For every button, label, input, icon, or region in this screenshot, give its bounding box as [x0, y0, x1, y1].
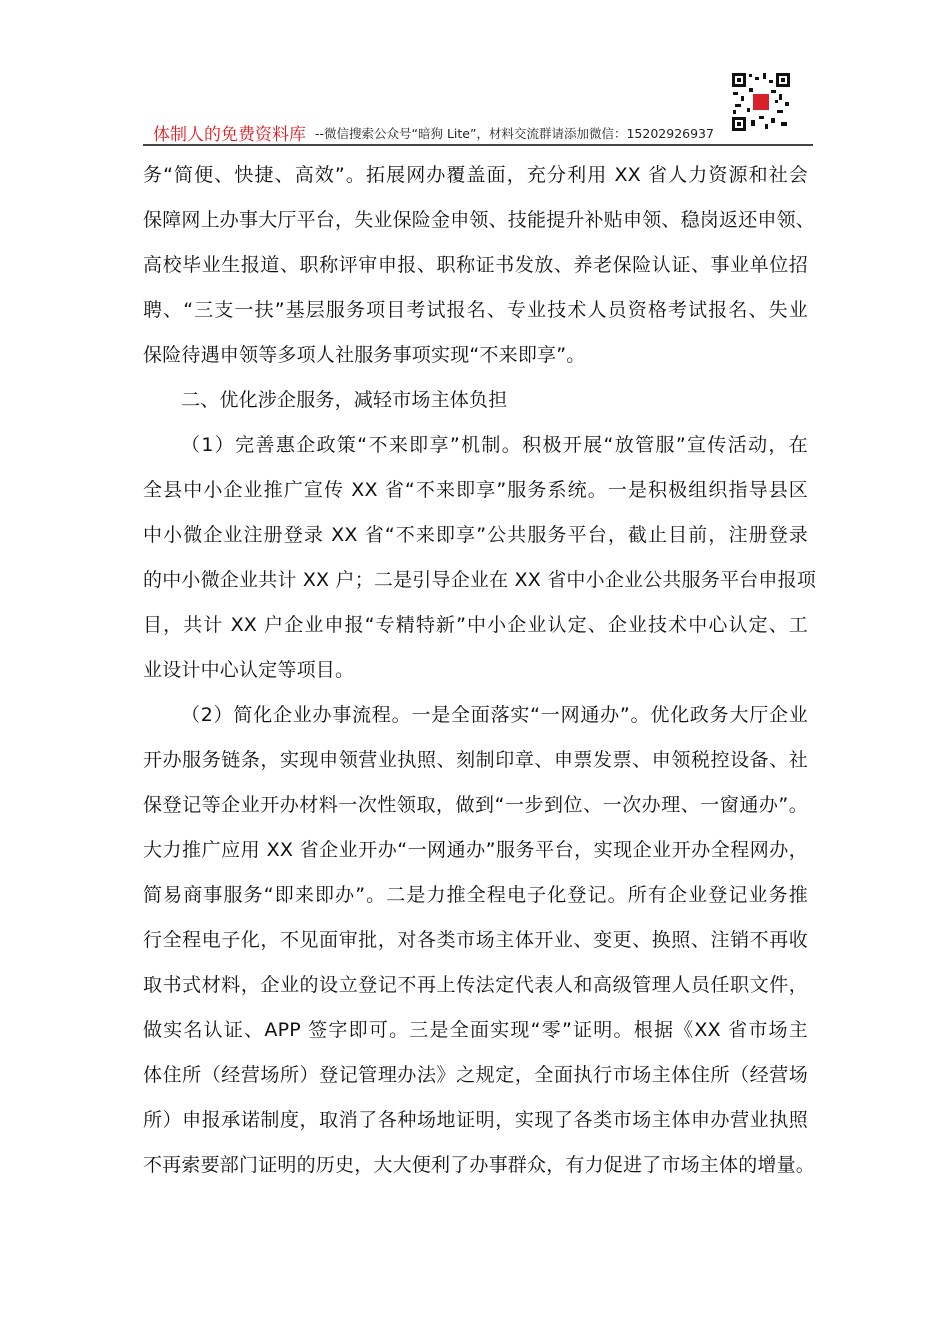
paragraph-line: （1）完善惠企政策“不来即享”机制。积极开展“放管服”宣传活动，在: [181, 434, 808, 456]
qr-code-icon: [731, 72, 791, 132]
paragraph-line: 大力推广应用 XX 省企业开办“一网通办”服务平台，实现企业开办全程网办，: [143, 839, 808, 861]
paragraph-line: 保登记等企业开办材料一次性领取，做到“一步到位、一次办理、一窗通办”。: [143, 794, 808, 816]
paragraph-line: 体住所（经营场所）登记管理办法》之规定，全面执行市场主体住所（经营场: [143, 1064, 808, 1086]
paragraph-line: 简易商事服务“即来即办”。二是力推全程电子化登记。所有企业登记业务推: [143, 884, 808, 906]
document-body: [143, 158, 817, 1193]
paragraph-line: 目，共计 XX 户企业申报“专精特新”中小企业认定、企业技术中心认定、工: [143, 614, 808, 636]
paragraph-line: 高校毕业生报道、职称评审申报、职称证书发放、养老保险认证、事业单位招: [143, 254, 808, 276]
header-brand: 体制人的免费资料库: [153, 125, 306, 145]
paragraph-line: 全县中小企业推广宣传 XX 省“不来即享”服务系统。一是积极组织指导县区: [143, 479, 808, 501]
paragraph-line: 业设计中心认定等项目。: [143, 659, 355, 681]
page-header: [143, 118, 813, 146]
paragraph-line: （2）简化企业办事流程。一是全面落实“一网通办”。优化政务大厅企业: [181, 704, 808, 726]
paragraph-line: 不再索要部门证明的历史，大大便利了办事群众，有力促进了市场主体的增量。: [143, 1154, 816, 1176]
paragraph-line: 保障网上办事大厅平台，失业保险金申领、技能提升补贴申领、稳岗返还申领、: [143, 209, 816, 231]
paragraph-line: 的中小微企业共计 XX 户；二是引导企业在 XX 省中小企业公共服务平台申报项: [143, 569, 817, 591]
paragraph-line: 取书式材料，企业的设立登记不再上传法定代表人和高级管理人员任职文件，: [143, 974, 808, 996]
paragraph-line: 做实名认证、APP 签字即可。三是全面实现“零”证明。根据《XX 省市场主: [143, 1019, 808, 1041]
paragraph-line: 二、优化涉企服务，减轻市场主体负担: [181, 389, 508, 411]
paragraph-line: 所）申报承诺制度，取消了各种场地证明，实现了各类市场主体申办营业执照: [143, 1109, 808, 1131]
paragraph-line: 聘、“三支一扶”基层服务项目考试报名、专业技术人员资格考试报名、失业: [143, 299, 808, 321]
paragraph-line: 行全程电子化，不见面审批，对各类市场主体开业、变更、换照、注销不再收: [143, 929, 808, 951]
header-slogan: --微信搜索公众号“暗狗 Lite”，材料交流群请添加微信：15202926937: [315, 126, 714, 141]
paragraph-line: 开办服务链条，实现申领营业执照、刻制印章、申票发票、申领税控设备、社: [143, 749, 808, 771]
paragraph-line: 保险待遇申领等多项人社服务事项实现“不来即享”。: [143, 344, 586, 366]
paragraph-line: 务“简便、快捷、高效”。拓展网办覆盖面，充分利用 XX 省人力资源和社会: [143, 164, 808, 186]
paragraph-line: 中小微企业注册登录 XX 省“不来即享”公共服务平台，截止目前，注册登录: [143, 524, 808, 546]
